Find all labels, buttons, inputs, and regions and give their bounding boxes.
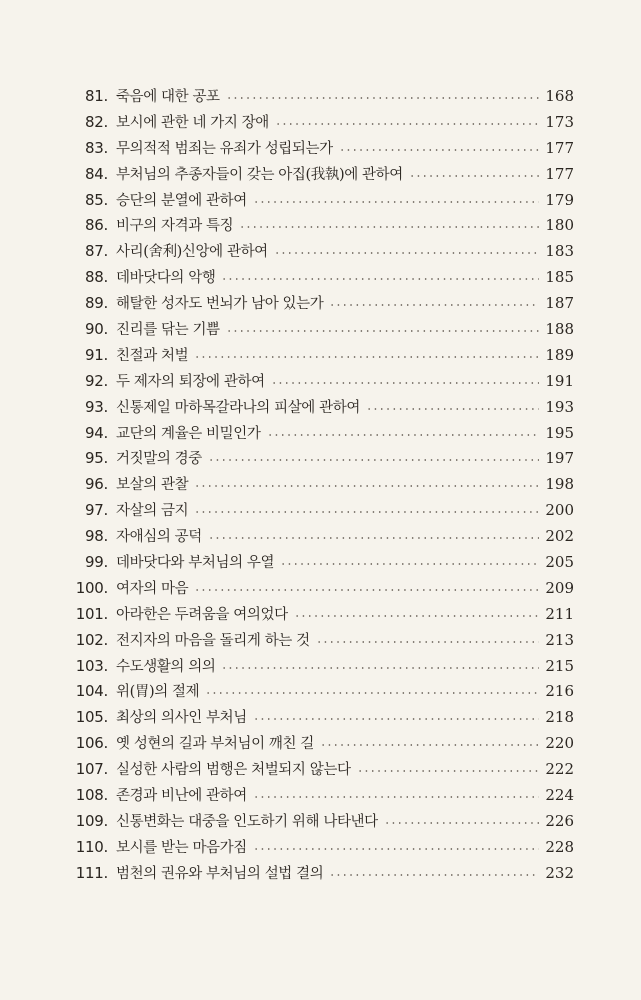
dot-leader <box>208 459 540 461</box>
toc-entry[interactable] <box>62 265 574 291</box>
entry-page-number: 226 <box>545 811 574 830</box>
dot-leader <box>253 848 539 850</box>
toc-entry[interactable] <box>62 369 574 395</box>
dot-leader <box>409 175 539 177</box>
entry-number: 105. <box>75 708 108 727</box>
entry-page-number: 222 <box>545 760 574 779</box>
entry-number: 92. <box>85 371 108 390</box>
entry-page-number: 177 <box>545 164 574 183</box>
entry-page-number: 198 <box>545 475 574 494</box>
toc-entry[interactable] <box>62 446 574 472</box>
entry-number: 86. <box>85 216 108 235</box>
entry-title: 신통제일 마하목갈라나의 피살에 관하여 <box>116 399 360 416</box>
toc-entry[interactable] <box>62 136 574 162</box>
toc-entry[interactable] <box>62 188 574 214</box>
entry-number: 101. <box>75 604 108 623</box>
entry-number: 98. <box>85 527 108 546</box>
entry-title: 보살의 관찰 <box>116 477 189 494</box>
dot-leader <box>226 97 540 99</box>
entry-number: 93. <box>85 397 108 416</box>
entry-title: 친절과 처벌 <box>116 347 189 364</box>
entry-number: 110. <box>75 837 108 856</box>
entry-page-number: 232 <box>545 863 574 882</box>
entry-number: 107. <box>75 760 108 779</box>
entry-page-number: 183 <box>545 242 574 261</box>
entry-page-number: 224 <box>545 786 574 805</box>
dot-leader <box>194 485 539 487</box>
dot-leader <box>294 615 540 617</box>
entry-title: 진리를 닦는 기쁨 <box>116 322 220 339</box>
entry-page-number: 187 <box>545 294 574 313</box>
entry-number: 90. <box>85 320 108 339</box>
toc-entry[interactable] <box>62 809 574 835</box>
toc-entry[interactable] <box>62 395 574 421</box>
entry-page-number: 220 <box>545 734 574 753</box>
entry-title: 해탈한 성자도 번뇌가 남아 있는가 <box>116 296 324 313</box>
dot-leader <box>366 408 539 410</box>
entry-title: 범천의 권유와 부처님의 설법 결의 <box>116 865 324 882</box>
entry-title: 거짓말의 경중 <box>116 451 202 468</box>
entry-title: 아라한은 두려움을 여의었다 <box>116 606 288 623</box>
toc-entry[interactable] <box>62 550 574 576</box>
dot-leader <box>280 563 539 565</box>
entry-title: 두 제자의 퇴장에 관하여 <box>116 373 265 390</box>
entry-page-number: 218 <box>545 708 574 727</box>
entry-title: 자애심의 공덕 <box>116 529 202 546</box>
entry-number: 106. <box>75 734 108 753</box>
toc-entry[interactable] <box>62 524 574 550</box>
dot-leader <box>329 874 539 876</box>
entry-title: 보시를 받는 마음가짐 <box>116 839 247 856</box>
entry-number: 88. <box>85 268 108 287</box>
entry-page-number: 202 <box>545 527 574 546</box>
toc-entry[interactable] <box>62 705 574 731</box>
entry-page-number: 188 <box>545 320 574 339</box>
dot-leader <box>221 667 539 669</box>
dot-leader <box>329 304 539 306</box>
entry-title: 실성한 사람의 범행은 처벌되지 않는다 <box>116 762 351 779</box>
toc-entry[interactable] <box>62 498 574 524</box>
toc-entry[interactable] <box>62 343 574 369</box>
entry-number: 99. <box>85 553 108 572</box>
entry-page-number: 189 <box>545 345 574 364</box>
entry-page-number: 191 <box>545 371 574 390</box>
entry-number: 100. <box>75 578 108 597</box>
entry-number: 91. <box>85 345 108 364</box>
entry-number: 81. <box>85 87 108 105</box>
entry-page-number: 168 <box>545 87 574 105</box>
dot-leader <box>339 149 540 151</box>
entry-title: 죽음에 대한 공포 <box>116 89 220 105</box>
entry-title: 비구의 자격과 특징 <box>116 218 234 235</box>
toc-entry[interactable] <box>62 291 574 317</box>
entry-title: 최상의 의사인 부처님 <box>116 710 247 727</box>
entry-page-number: 216 <box>545 682 574 701</box>
dot-leader <box>316 641 540 643</box>
entry-title: 전지자의 마음을 돌리게 하는 것 <box>116 632 310 649</box>
entry-page-number: 180 <box>545 216 574 235</box>
entry-page-number: 215 <box>545 656 574 675</box>
entry-title: 여자의 마음 <box>116 580 189 597</box>
entry-title: 위(胃)의 절제 <box>116 684 200 701</box>
toc-entry[interactable] <box>62 84 574 110</box>
entry-title: 수도생활의 의의 <box>116 658 216 675</box>
dot-leader <box>194 356 539 358</box>
toc-entry[interactable] <box>62 861 574 887</box>
dot-leader <box>194 511 539 513</box>
entry-title: 무의적적 범죄는 유죄가 성립되는가 <box>116 140 333 157</box>
dot-leader <box>226 330 540 332</box>
entry-title: 보시에 관한 네 가지 장애 <box>116 114 269 131</box>
toc-entry[interactable] <box>62 835 574 861</box>
toc-entry[interactable] <box>62 576 574 602</box>
entry-page-number: 200 <box>545 501 574 520</box>
dot-leader <box>221 278 539 280</box>
entry-page-number: 173 <box>545 112 574 131</box>
toc-entry[interactable] <box>62 679 574 705</box>
entry-number: 108. <box>75 786 108 805</box>
entry-title: 사리(舍利)신앙에 관하여 <box>116 244 268 261</box>
entry-page-number: 211 <box>545 604 574 623</box>
dot-leader <box>384 822 540 824</box>
entry-title: 부처님의 추종자들이 갖는 아집(我執)에 관하여 <box>116 166 403 183</box>
toc-entry[interactable] <box>62 472 574 498</box>
toc-entry[interactable] <box>62 783 574 809</box>
entry-number: 103. <box>75 656 108 675</box>
entry-title: 데바닷다와 부처님의 우열 <box>116 555 275 572</box>
entry-title: 신통변화는 대중을 인도하기 위해 나타낸다 <box>116 813 378 830</box>
entry-page-number: 228 <box>545 837 574 856</box>
entry-title: 존경과 비난에 관하여 <box>116 788 247 805</box>
dot-leader <box>275 123 539 125</box>
entry-page-number: 205 <box>545 553 574 572</box>
entry-number: 85. <box>85 190 108 209</box>
dot-leader <box>253 718 539 720</box>
entry-page-number: 197 <box>545 449 574 468</box>
toc-entry[interactable] <box>62 162 574 188</box>
entry-number: 94. <box>85 423 108 442</box>
toc-entry[interactable] <box>62 317 574 343</box>
dot-leader <box>267 434 540 436</box>
dot-leader <box>357 770 540 772</box>
entry-number: 84. <box>85 164 108 183</box>
entry-page-number: 213 <box>545 630 574 649</box>
entry-number: 87. <box>85 242 108 261</box>
entry-number: 83. <box>85 138 108 157</box>
entry-page-number: 179 <box>545 190 574 209</box>
toc-entry[interactable] <box>62 628 574 654</box>
dot-leader <box>274 252 540 254</box>
entry-number: 89. <box>85 294 108 313</box>
dot-leader <box>208 537 540 539</box>
toc-entry[interactable] <box>62 731 574 757</box>
entry-number: 104. <box>75 682 108 701</box>
dot-leader <box>271 382 540 384</box>
entry-title: 교단의 계율은 비밀인가 <box>116 425 261 442</box>
toc-entry[interactable] <box>62 654 574 680</box>
entry-number: 102. <box>75 630 108 649</box>
entry-page-number: 185 <box>545 268 574 287</box>
dot-leader <box>320 744 539 746</box>
dot-leader <box>253 201 539 203</box>
dot-leader <box>205 692 539 694</box>
dot-leader <box>253 796 539 798</box>
toc-entry[interactable] <box>62 110 574 136</box>
entry-page-number: 195 <box>545 423 574 442</box>
entry-page-number: 177 <box>545 138 574 157</box>
toc-entry[interactable] <box>62 757 574 783</box>
entry-number: 111. <box>75 863 108 882</box>
entry-title: 데바닷다의 악행 <box>116 270 216 287</box>
table-of-contents <box>62 84 574 887</box>
entry-title: 자살의 금지 <box>116 503 189 520</box>
entry-number: 109. <box>75 811 108 830</box>
entry-number: 95. <box>85 449 108 468</box>
entry-number: 96. <box>85 475 108 494</box>
entry-page-number: 193 <box>545 397 574 416</box>
toc-entry[interactable] <box>62 239 574 265</box>
dot-leader <box>239 226 539 228</box>
toc-entry[interactable] <box>62 602 574 628</box>
toc-entry[interactable] <box>62 213 574 239</box>
entry-page-number: 209 <box>545 578 574 597</box>
entry-number: 97. <box>85 501 108 520</box>
toc-entry[interactable] <box>62 421 574 447</box>
dot-leader <box>194 589 539 591</box>
entry-title: 승단의 분열에 관하여 <box>116 192 247 209</box>
entry-title: 옛 성현의 길과 부처님이 깨친 길 <box>116 736 314 753</box>
entry-number: 82. <box>85 112 108 131</box>
